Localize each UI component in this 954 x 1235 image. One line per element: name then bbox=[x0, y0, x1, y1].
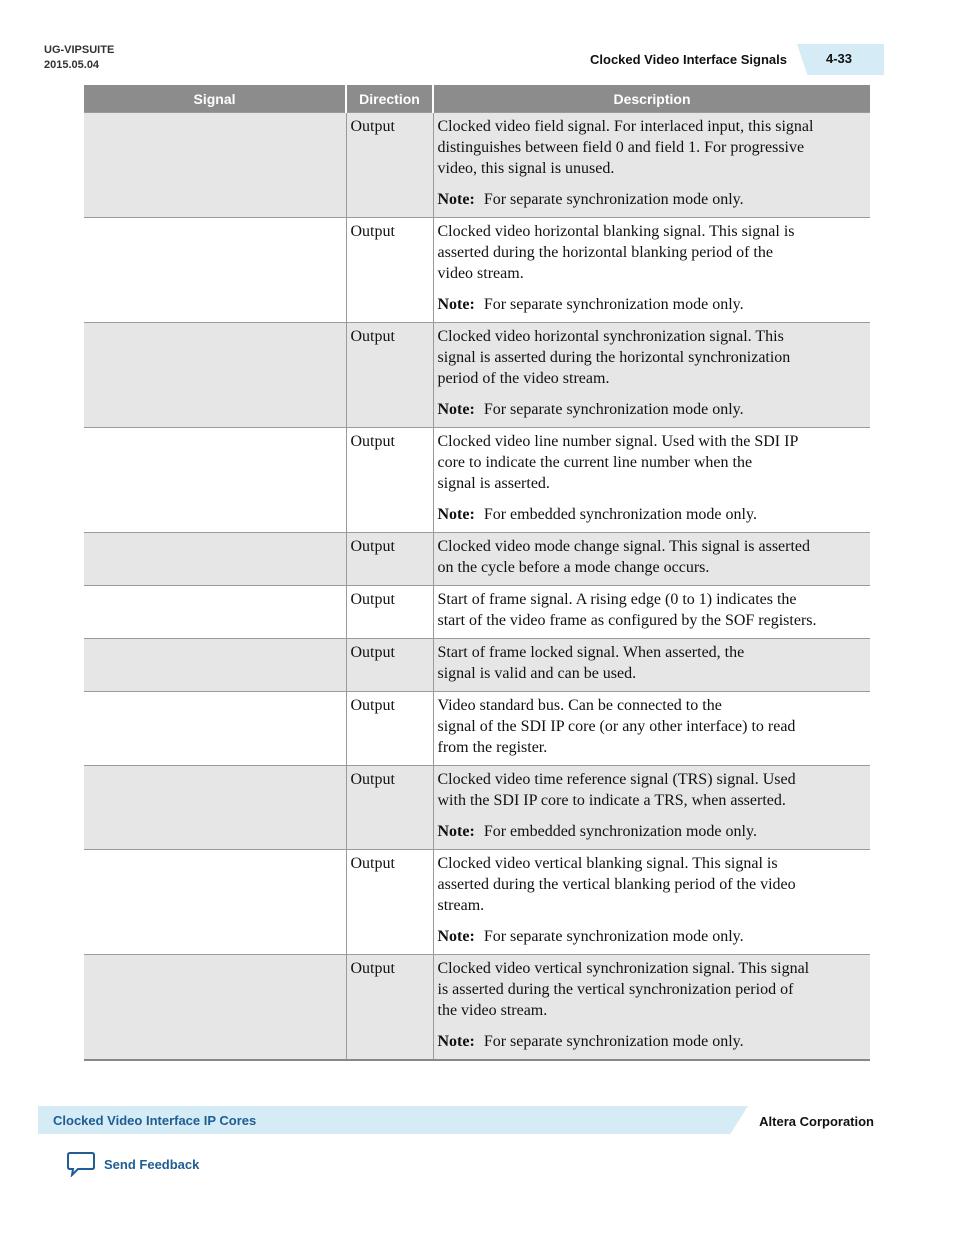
description-line: asserted during the horizontal blanking period of the bbox=[437, 244, 773, 261]
table-row bbox=[84, 533, 870, 586]
signal-cell bbox=[84, 955, 346, 1061]
note-text: For separate synchronization mode only. bbox=[483, 1033, 744, 1050]
direction-cell: Output bbox=[346, 955, 433, 1061]
description-cell bbox=[433, 766, 870, 850]
description-line: Clocked video vertical blanking signal. This signal is bbox=[437, 855, 778, 872]
note-label: Note: bbox=[437, 928, 475, 945]
description-line: distinguishes between field 0 and field 1. For progressive bbox=[437, 139, 805, 156]
description-text bbox=[438, 958, 867, 1021]
table-row bbox=[84, 428, 870, 533]
direction-cell: Output bbox=[346, 639, 433, 692]
note bbox=[438, 504, 867, 525]
description-line: signal is valid and can be used. bbox=[437, 665, 637, 682]
description-line: on the cycle before a mode change occurs. bbox=[437, 559, 710, 576]
description-text bbox=[438, 116, 867, 179]
note-label: Note: bbox=[437, 823, 475, 840]
note bbox=[438, 926, 867, 947]
table-row bbox=[84, 586, 870, 639]
description-text bbox=[438, 695, 867, 758]
description-cell bbox=[433, 586, 870, 639]
signal-cell bbox=[84, 533, 346, 586]
company-name: Altera Corporation bbox=[759, 1114, 874, 1129]
description-line: signal is asserted. bbox=[437, 475, 550, 492]
description-cell bbox=[433, 428, 870, 533]
table-header-row bbox=[84, 85, 870, 113]
direction-cell: Output bbox=[346, 692, 433, 766]
description-cell bbox=[433, 323, 870, 428]
note-label: Note: bbox=[437, 401, 475, 418]
description-text bbox=[438, 536, 867, 578]
description-cell bbox=[433, 113, 870, 218]
signal-cell bbox=[84, 428, 346, 533]
send-feedback-label[interactable]: Send Feedback bbox=[104, 1156, 200, 1172]
direction-cell: Output bbox=[346, 113, 433, 218]
speech-bubble-icon bbox=[66, 1151, 96, 1177]
signal-cell bbox=[84, 323, 346, 428]
section-title: Clocked Video Interface Signals bbox=[590, 52, 787, 67]
direction-cell: Output bbox=[346, 428, 433, 533]
description-line: Clocked video horizontal blanking signal. This signal is bbox=[437, 223, 795, 240]
direction-cell: Output bbox=[346, 586, 433, 639]
table-row bbox=[84, 850, 870, 955]
description-line: Clocked video field signal. For interlaced input, this signal bbox=[437, 118, 814, 135]
description-line: video, this signal is unused. bbox=[437, 160, 615, 177]
note-label: Note: bbox=[437, 1033, 475, 1050]
description-line: with the SDI IP core to indicate a TRS, when asserted. bbox=[437, 792, 786, 809]
note bbox=[438, 294, 867, 315]
direction-cell: Output bbox=[346, 323, 433, 428]
signal-cell bbox=[84, 766, 346, 850]
table-row bbox=[84, 955, 870, 1061]
description-line: is asserted during the vertical synchronization period of bbox=[437, 981, 794, 998]
signal-cell bbox=[84, 113, 346, 218]
direction-cell: Output bbox=[346, 766, 433, 850]
description-text bbox=[438, 769, 867, 811]
table-row bbox=[84, 218, 870, 323]
description-line: Clocked video vertical synchronization signal. This signal bbox=[437, 960, 810, 977]
table-row bbox=[84, 692, 870, 766]
note-text: For separate synchronization mode only. bbox=[483, 928, 744, 945]
table-row bbox=[84, 323, 870, 428]
note bbox=[438, 399, 867, 420]
note-text: For embedded synchronization mode only. bbox=[483, 823, 757, 840]
description-line: Clocked video horizontal synchronization signal. This bbox=[437, 328, 784, 345]
description-line: asserted during the vertical blanking period of the video bbox=[437, 876, 796, 893]
description-text bbox=[438, 431, 867, 494]
description-text bbox=[438, 642, 867, 684]
table-row bbox=[84, 639, 870, 692]
send-feedback-link[interactable] bbox=[66, 1151, 199, 1177]
description-text bbox=[438, 326, 867, 389]
description-text bbox=[438, 853, 867, 916]
description-line: start of the video frame as configured by the SOF registers. bbox=[437, 612, 817, 629]
description-line: signal is asserted during the horizontal synchronization bbox=[437, 349, 791, 366]
description-line: Clocked video time reference signal (TRS) signal. Used bbox=[437, 771, 796, 788]
chapter-link[interactable]: Clocked Video Interface IP Cores bbox=[53, 1113, 257, 1128]
description-text bbox=[438, 221, 867, 284]
signal-cell bbox=[84, 692, 346, 766]
signal-table bbox=[84, 85, 870, 1061]
note-text: For separate synchronization mode only. bbox=[483, 191, 744, 208]
note-label: Note: bbox=[437, 191, 475, 208]
table-row bbox=[84, 766, 870, 850]
description-line: Clocked video mode change signal. This signal is asserted bbox=[437, 538, 811, 555]
signal-cell bbox=[84, 639, 346, 692]
description-cell bbox=[433, 955, 870, 1061]
note-text: For embedded synchronization mode only. bbox=[483, 506, 757, 523]
signal-cell bbox=[84, 850, 346, 955]
note-text: For separate synchronization mode only. bbox=[483, 296, 744, 313]
note bbox=[438, 189, 867, 210]
doc-date: 2015.05.04 bbox=[44, 59, 100, 71]
doc-meta bbox=[44, 43, 114, 73]
description-line: from the register. bbox=[437, 739, 548, 756]
description-cell bbox=[433, 533, 870, 586]
direction-cell: Output bbox=[346, 850, 433, 955]
direction-cell: Output bbox=[346, 533, 433, 586]
description-line: Start of frame locked signal. When asserted, the bbox=[437, 644, 745, 661]
note-text: For separate synchronization mode only. bbox=[483, 401, 744, 418]
direction-cell: Output bbox=[346, 218, 433, 323]
description-line: Video standard bus. Can be connected to the bbox=[437, 697, 722, 714]
description-line: stream. bbox=[437, 897, 485, 914]
description-line: period of the video stream. bbox=[437, 370, 610, 387]
description-line: signal of the SDI IP core (or any other interface) to read bbox=[437, 718, 796, 735]
description-cell bbox=[433, 639, 870, 692]
description-cell bbox=[433, 692, 870, 766]
note-label: Note: bbox=[437, 506, 475, 523]
description-text bbox=[438, 589, 867, 631]
doc-id: UG-VIPSUITE bbox=[44, 44, 115, 56]
description-line: video stream. bbox=[437, 265, 524, 282]
signal-cell bbox=[84, 218, 346, 323]
note bbox=[438, 821, 867, 842]
page-number: 4-33 bbox=[826, 51, 853, 66]
table-row bbox=[84, 113, 870, 218]
column-header-direction: Direction bbox=[346, 85, 433, 113]
description-cell bbox=[433, 218, 870, 323]
description-line: core to indicate the current line number when the bbox=[437, 454, 753, 471]
signal-cell bbox=[84, 586, 346, 639]
description-cell bbox=[433, 850, 870, 955]
description-line: Start of frame signal. A rising edge (0 to 1) indicates the bbox=[437, 591, 797, 608]
note-label: Note: bbox=[437, 296, 475, 313]
description-line: Clocked video line number signal. Used with the SDI IP bbox=[437, 433, 799, 450]
note bbox=[438, 1031, 867, 1052]
column-header-description: Description bbox=[433, 85, 870, 113]
description-line: the video stream. bbox=[437, 1002, 548, 1019]
column-header-signal: Signal bbox=[84, 85, 346, 113]
